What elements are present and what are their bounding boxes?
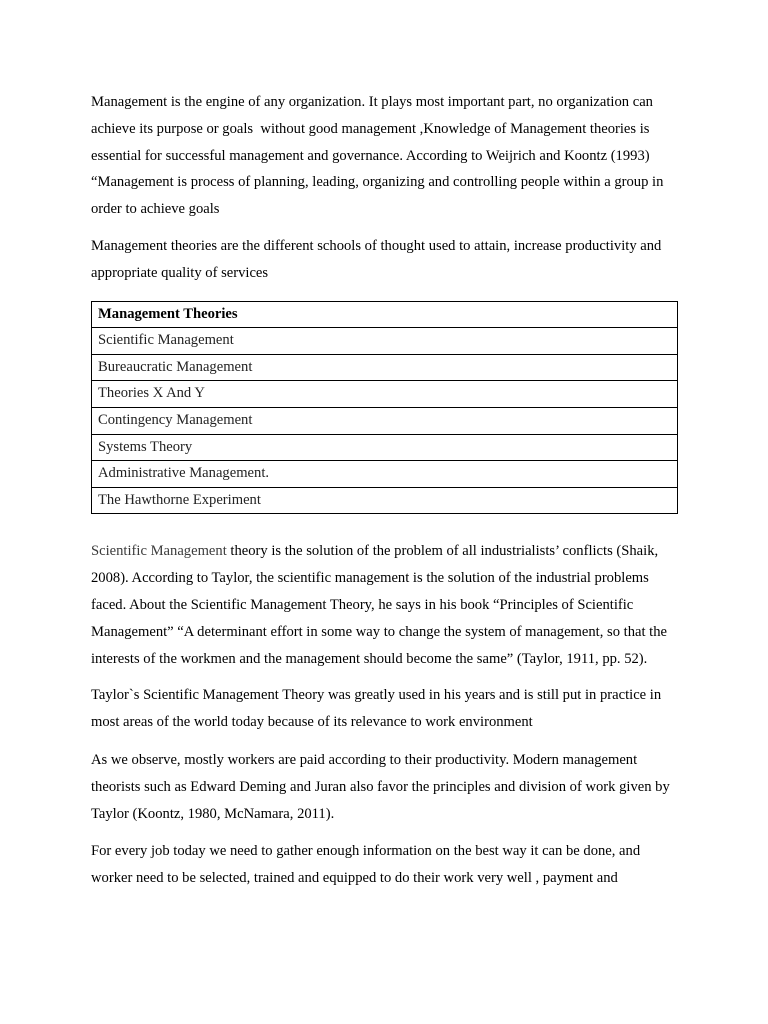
table-row (92, 381, 678, 408)
table-header-cell: Management Theories (92, 301, 678, 328)
productivity-paragraph: As we observe, mostly workers are paid according to their productivity. Modern management theorists such as Edward Deming and Juran also favor the principles and division of work given by Taylor (Koontz, 1980, McNamara, 2011). (91, 751, 674, 822)
management-theories-table (91, 301, 678, 515)
table-cell: Administrative Management. (92, 461, 678, 488)
table-cell: Scientific Management (92, 328, 678, 355)
table-cell: Bureaucratic Management (92, 354, 678, 381)
table-row (92, 461, 678, 488)
scientific-management-text: theory is the solution of the problem of all industrialists’ conflicts (Shaik, 2008). According to Taylor, the scientific management is the solution of the industrial problems faced. About the Scientific Management Theory, he says in his book “Principles of Scientific Management” “A determinant effort in some way to change the system of management, so that the interests of the workmen and the management should become the same” (Taylor, 1911, pp. 52). (91, 543, 671, 667)
table-cell: The Hawthorne Experiment (92, 487, 678, 514)
table-row (92, 354, 678, 381)
job-information-paragraph: For every job today we need to gather enough information on the best way it can be done, and worker need to be selected, trained and equipped to do their work very well , payment and (91, 843, 644, 887)
document-page (91, 89, 681, 892)
table-header-row (92, 301, 678, 328)
taylor-theory-paragraph: Taylor`s Scientific Management Theory was greatly used in his years and is still put in practice in most areas of the world today because of its relevance to work environment (91, 687, 665, 731)
table-cell: Theories X And Y (92, 381, 678, 408)
table-row (92, 407, 678, 434)
table-row (92, 434, 678, 461)
table-row (92, 328, 678, 355)
definition-paragraph: Management theories are the different schools of thought used to attain, increase productivity and appropriate quality of services (91, 237, 665, 281)
scientific-management-term: Scientific Management (91, 543, 227, 560)
scientific-management-paragraph (91, 538, 681, 672)
table-cell: Contingency Management (92, 407, 678, 434)
table-cell: Systems Theory (92, 434, 678, 461)
table-row (92, 487, 678, 514)
intro-paragraph: Management is the engine of any organization. It plays most important part, no organization can achieve its purpose or goals without good management ,Knowledge of Management theories is essential for successful management and governance. According to Weijrich and Koontz (1993) “Management is process of planning, leading, organizing and controlling people within a group in order to achieve goals (91, 94, 668, 218)
